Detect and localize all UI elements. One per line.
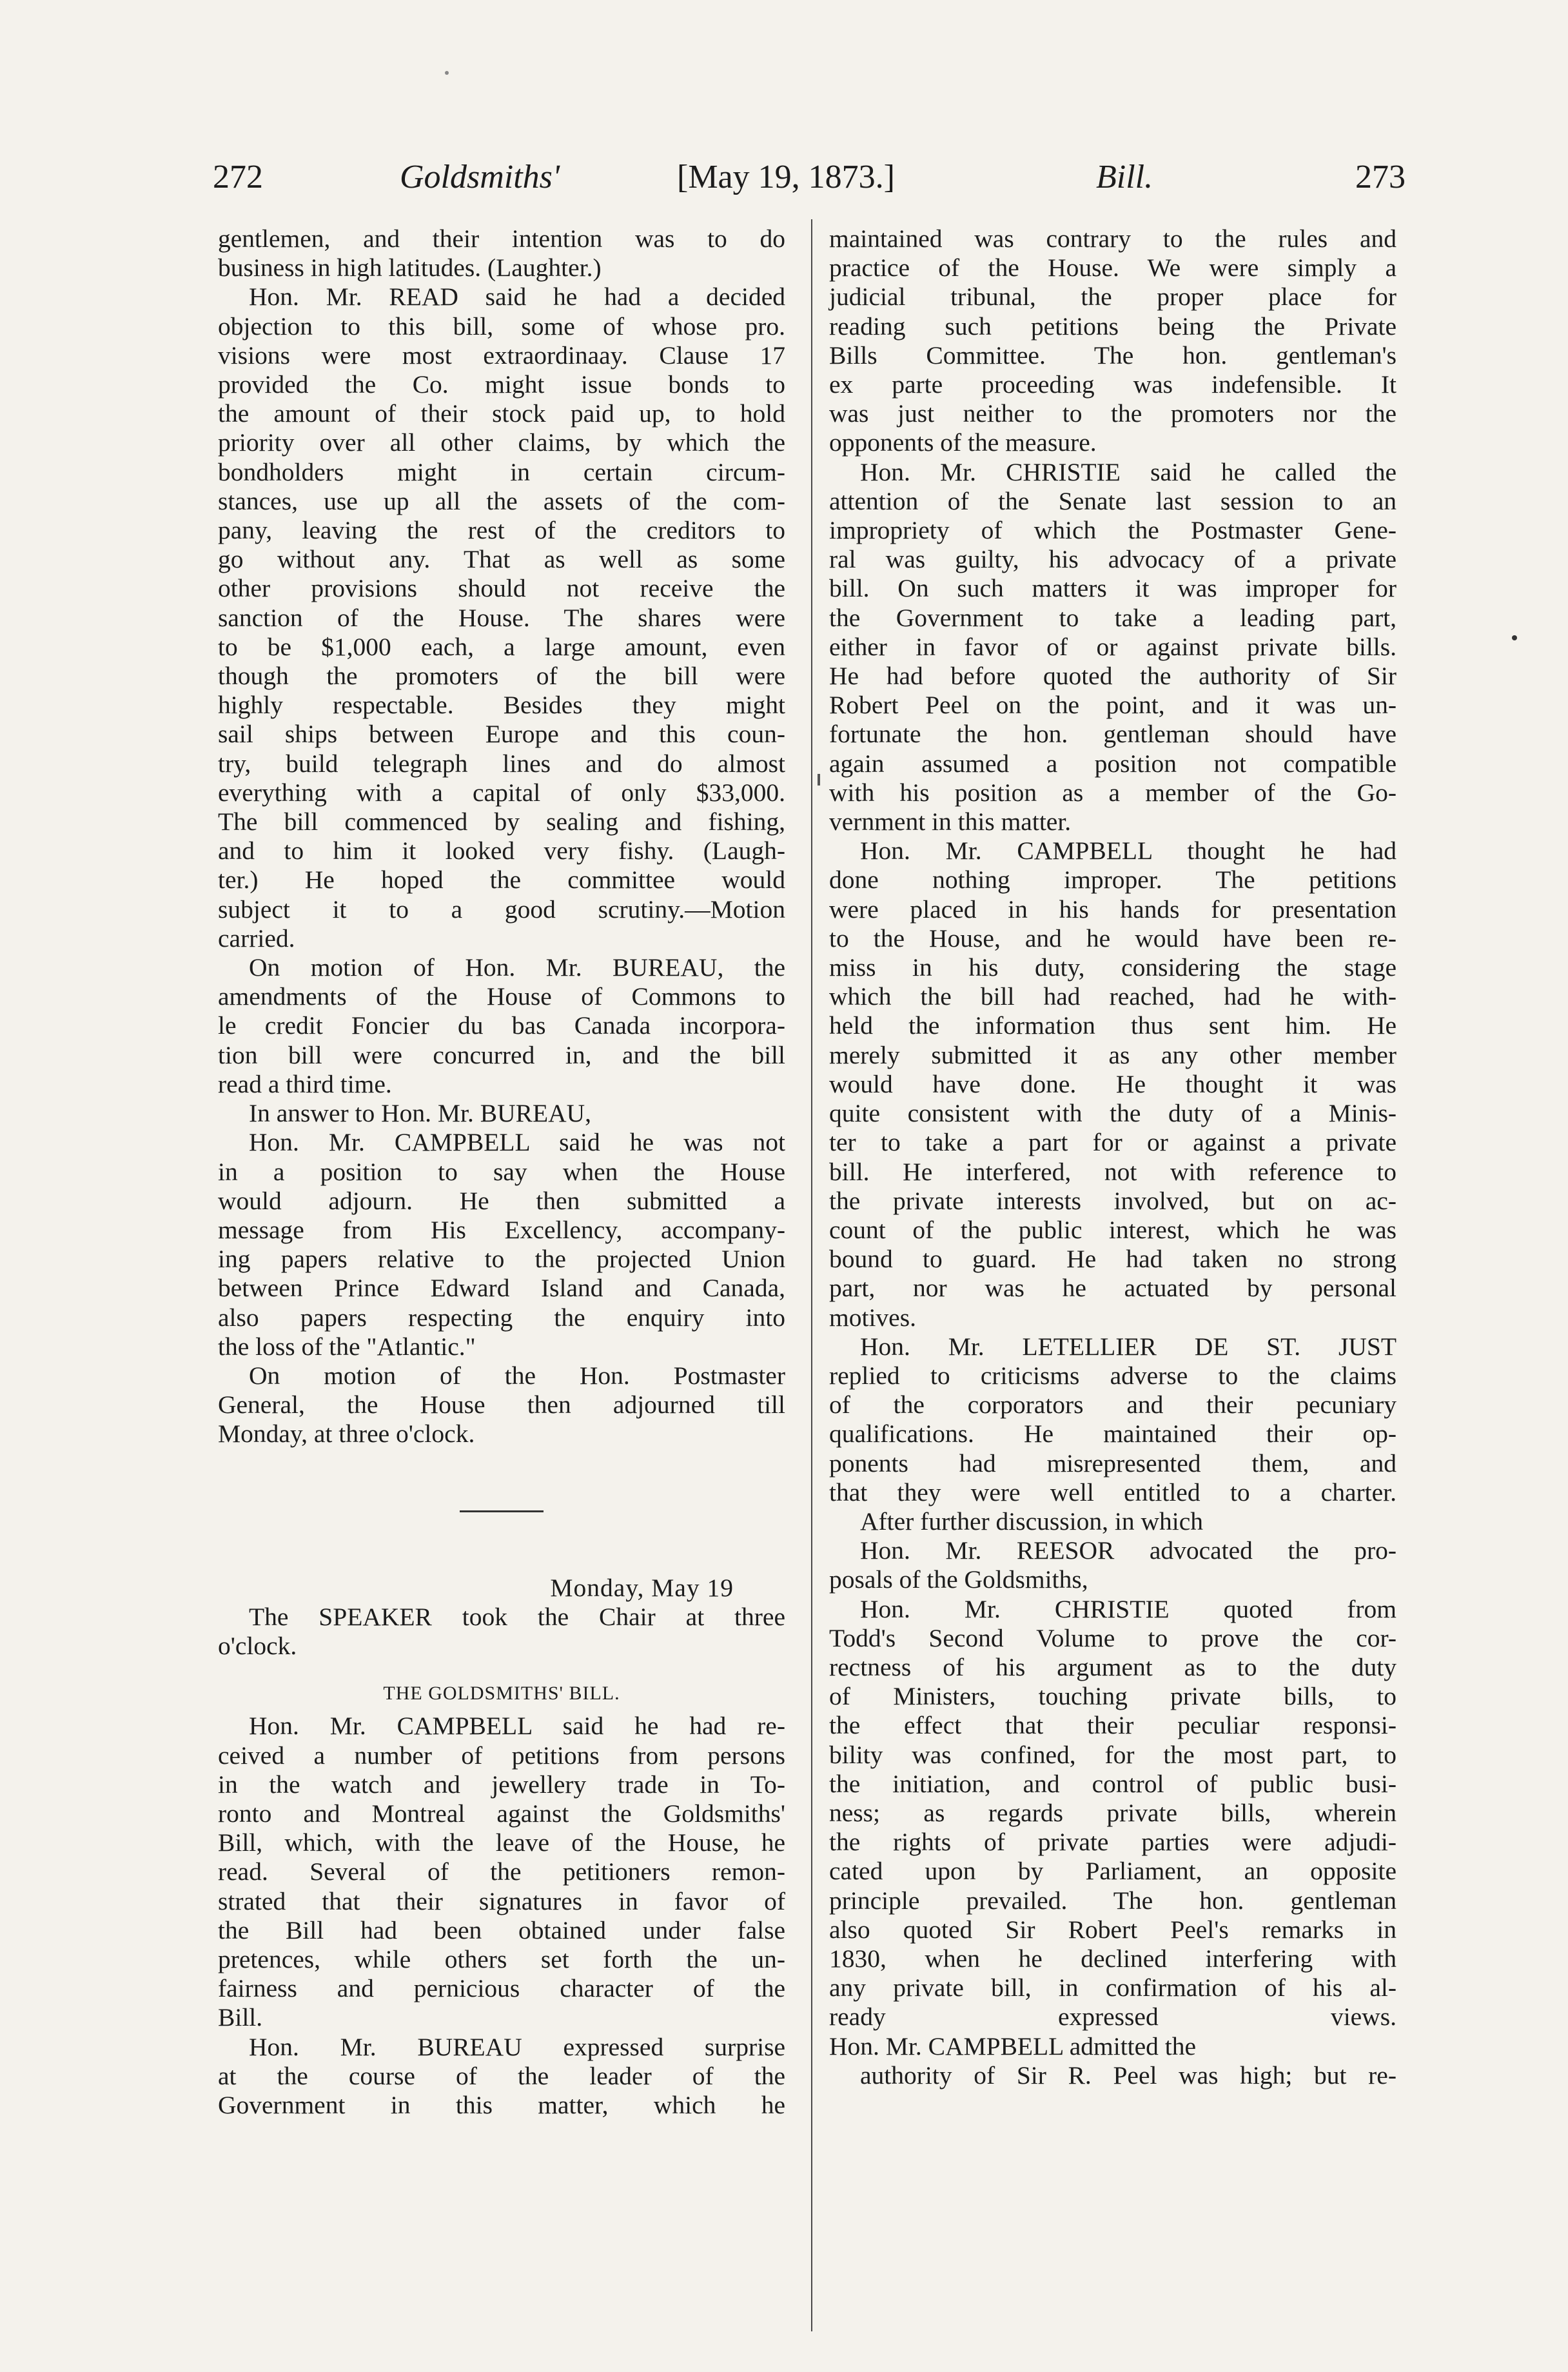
text-line: ter to take a part for or against a private [829, 1128, 1396, 1157]
text-line: He had before quoted the authority of Sir [829, 662, 1396, 691]
text-line: replied to criticisms adverse to the claims [829, 1361, 1396, 1390]
text-line: amendments of the House of Commons to [218, 982, 785, 1011]
text-line: In answer to Hon. Mr. BUREAU, [249, 1099, 592, 1128]
text-line: other provisions should not receive the [218, 574, 785, 603]
text-line: o'clock. [218, 1631, 297, 1660]
text-line: bondholders might in certain circum- [218, 457, 785, 486]
text-line: quite consistent with the duty of a Minis- [829, 1099, 1396, 1128]
text-line: were placed in his hands for presentation [829, 894, 1396, 924]
text-line: Government in this matter, which he [218, 2090, 785, 2119]
text-line: merely submitted it as any other member [829, 1040, 1396, 1069]
text-line: bound to guard. He had taken no strong [829, 1245, 1396, 1274]
text-line: objection to this bill, some of whose pro. [218, 311, 785, 341]
text-line: everything with a capital of only $33,000. [218, 778, 785, 807]
text-line: would adjourn. He then submitted a [218, 1186, 785, 1215]
text-line: Bill. [218, 2003, 263, 2032]
text-line: Hon. Mr. CAMPBELL admitted the [829, 2031, 1197, 2061]
text-line: of the corporators and their pecuniary [829, 1390, 1396, 1419]
text-line: the effect that their peculiar responsi- [829, 1711, 1396, 1740]
text-line: Todd's Second Volume to prove the cor- [829, 1623, 1396, 1652]
text-line: rectness of his argument as to the duty [829, 1652, 1396, 1681]
text-line: The SPEAKER took the Chair at three [249, 1602, 785, 1631]
text-line: ral was guilty, his advocacy of a private [829, 545, 1396, 574]
text-line: sanction of the House. The shares were [218, 603, 785, 632]
text-line: done nothing improper. The petitions [829, 865, 1396, 894]
text-line: to be $1,000 each, a large amount, even [218, 632, 785, 661]
text-line: at the course of the leader of the [218, 2061, 785, 2090]
text-line: go without any. That as well as some [218, 545, 785, 574]
text-line: ness; as regards private bills, wherein [829, 1798, 1396, 1827]
text-line: of Ministers, touching private bills, to [829, 1682, 1396, 1711]
text-line: Bills Committee. The hon. gentleman's [829, 341, 1396, 370]
text-line: Hon. Mr. LETELLIER DE ST. JUST [860, 1332, 1396, 1361]
text-line: maintained was contrary to the rules and [829, 224, 1396, 253]
running-title-left: Goldsmiths' [400, 159, 560, 195]
text-line: Hon. Mr. CAMPBELL thought he had [860, 836, 1396, 865]
text-line: sail ships between Europe and this coun- [218, 720, 785, 749]
text-line: count of the public interest, which he was [829, 1215, 1396, 1244]
text-line: and to him it looked very fishy. (Laugh- [218, 836, 785, 865]
left-column [218, 224, 785, 2120]
text-line: try, build telegraph lines and do almost [218, 749, 785, 778]
text-line: between Prince Edward Island and Canada, [218, 1274, 785, 1303]
text-line: the Bill had been obtained under false [218, 1915, 785, 1944]
text-line: also quoted Sir Robert Peel's remarks in [829, 1915, 1396, 1944]
text-line: Monday, at three o'clock. [218, 1419, 475, 1448]
text-line: read a third time. [218, 1069, 392, 1098]
section-heading: THE GOLDSMITHS' BILL. [383, 1683, 620, 1705]
text-line: business in high latitudes. (Laughter.) [218, 253, 602, 282]
text-line: cated upon by Parliament, an opposite [829, 1857, 1396, 1886]
text-line: ex parte proceeding was indefensible. It [829, 370, 1396, 399]
text-line: Robert Peel on the point, and it was un- [829, 691, 1396, 720]
text-line: tion bill were concurred in, and the bill [218, 1040, 785, 1069]
text-line: in a position to say when the House [218, 1157, 785, 1186]
text-line: which the bill had reached, had he with- [829, 982, 1396, 1011]
text-line: reading such petitions being the Private [829, 311, 1396, 341]
text-line: stances, use up all the assets of the com- [218, 486, 785, 515]
text-line: would have done. He thought it was [829, 1069, 1396, 1098]
dateline: Monday, May 19 [550, 1573, 734, 1602]
text-line: principle prevailed. The hon. gentleman [829, 1886, 1396, 1915]
text-line: Hon. Mr. READ said he had a decided [249, 282, 785, 311]
text-line: opponents of the measure. [829, 428, 1097, 457]
text-line: pany, leaving the rest of the creditors to [218, 516, 785, 545]
text-line: le credit Foncier du bas Canada incorpora- [218, 1011, 785, 1040]
text-line: After further discussion, in which [860, 1507, 1204, 1536]
text-line: to the House, and he would have been re- [829, 924, 1396, 953]
text-line: was just neither to the promoters nor the [829, 399, 1396, 428]
text-line: fortunate the hon. gentleman should have [829, 720, 1396, 749]
text-line: carried. [218, 924, 295, 953]
text-line: gentlemen, and their intention was to do [218, 224, 785, 253]
text-line: ronto and Montreal against the Goldsmiths' [218, 1799, 785, 1828]
text-line: ter.) He hoped the committee would [218, 865, 785, 894]
text-line: Hon. Mr. CHRISTIE said he called the [860, 457, 1396, 486]
text-line: held the information thus sent him. He [829, 1011, 1396, 1040]
running-title-right: Bill. [1096, 159, 1153, 195]
section-divider [460, 1510, 544, 1512]
text-line: bility was confined, for the most part, to [829, 1740, 1396, 1769]
text-line: read. Several of the petitioners remon- [218, 1857, 785, 1886]
text-line: either in favor of or against private bills. [829, 632, 1396, 661]
text-line: pretences, while others set forth the un- [218, 1944, 785, 1973]
column-rule [811, 219, 812, 2331]
right-column [829, 224, 1396, 2090]
text-line: posals of the Goldsmiths, [829, 1565, 1088, 1594]
text-line: also papers respecting the enquiry into [218, 1303, 785, 1332]
text-line: authority of Sir R. Peel was high; but re- [860, 2061, 1396, 2090]
text-line: with his position as a member of the Go- [829, 778, 1396, 807]
text-line: Hon. Mr. BUREAU expressed surprise [249, 2032, 785, 2061]
text-line: Bill, which, with the leave of the House, he [218, 1828, 785, 1857]
text-line: any private bill, in confirmation of his al- [829, 1973, 1396, 2002]
text-line: Hon. Mr. CAMPBELL said he was not [249, 1128, 785, 1157]
text-line: Hon. Mr. REESOR advocated the pro- [860, 1536, 1396, 1565]
issue-date: [May 19, 1873.] [677, 159, 895, 195]
page-number-right: 273 [1355, 159, 1406, 195]
text-line: motives. [829, 1303, 916, 1332]
text-line: attention of the Senate last session to an [829, 486, 1396, 515]
text-line: vernment in this matter. [829, 807, 1072, 836]
text-line: though the promoters of the bill were [218, 662, 785, 691]
text-line: the rights of private parties were adjudi- [829, 1828, 1396, 1857]
margin-dot [1512, 635, 1517, 640]
text-line: miss in his duty, considering the stage [829, 953, 1396, 982]
text-line: General, the House then adjourned till [218, 1390, 785, 1419]
text-line: the amount of their stock paid up, to hold [218, 399, 785, 428]
text-line: impropriety of which the Postmaster Gene- [829, 516, 1396, 545]
text-line: highly respectable. Besides they might [218, 691, 785, 720]
text-line: subject it to a good scrutiny.—Motion [218, 894, 785, 924]
text-line: bill. He interfered, not with reference to [829, 1157, 1396, 1186]
text-line: 1830, when he declined interfering with [829, 1944, 1396, 1973]
page-header [213, 148, 1406, 206]
text-line: ready expressed views. [829, 2002, 1396, 2031]
text-line: the initiation, and control of public busi- [829, 1769, 1396, 1798]
text-line: Hon. Mr. CAMPBELL said he had re- [249, 1712, 785, 1741]
text-line: the loss of the "Atlantic." [218, 1332, 476, 1361]
text-line: fairness and pernicious character of the [218, 1974, 785, 2003]
text-line: The bill commenced by sealing and fishing, [218, 807, 785, 836]
text-line: ponents had misrepresented them, and [829, 1448, 1396, 1478]
text-line: strated that their signatures in favor of [218, 1886, 785, 1915]
text-line: practice of the House. We were simply a [829, 253, 1396, 282]
text-line: On motion of Hon. Mr. BUREAU, the [249, 953, 785, 982]
text-line: qualifications. He maintained their op- [829, 1419, 1396, 1448]
page-number-left: 272 [213, 159, 263, 195]
text-line: again assumed a position not compatible [829, 749, 1396, 778]
text-line: that they were well entitled to a charter. [829, 1478, 1396, 1507]
column-rule-tick [818, 774, 820, 786]
text-line: in the watch and jewellery trade in To- [218, 1770, 785, 1799]
text-line: message from His Excellency, accompany- [218, 1215, 785, 1244]
text-line: priority over all other claims, by which the [218, 428, 785, 457]
text-line: ceived a number of petitions from persons [218, 1741, 785, 1770]
text-line: visions were most extraordinaay. Clause 17 [218, 341, 785, 370]
printing-speck [445, 71, 449, 75]
text-line: provided the Co. might issue bonds to [218, 370, 785, 399]
text-line: ing papers relative to the projected Union [218, 1245, 785, 1274]
text-line: the private interests involved, but on ac- [829, 1186, 1396, 1215]
text-line: part, nor was he actuated by personal [829, 1274, 1396, 1303]
text-line: Hon. Mr. CHRISTIE quoted from [860, 1594, 1396, 1623]
text-line: bill. On such matters it was improper for [829, 574, 1396, 603]
text-line: judicial tribunal, the proper place for [829, 282, 1396, 311]
text-line: On motion of the Hon. Postmaster [249, 1361, 785, 1390]
text-line: the Government to take a leading part, [829, 603, 1396, 632]
